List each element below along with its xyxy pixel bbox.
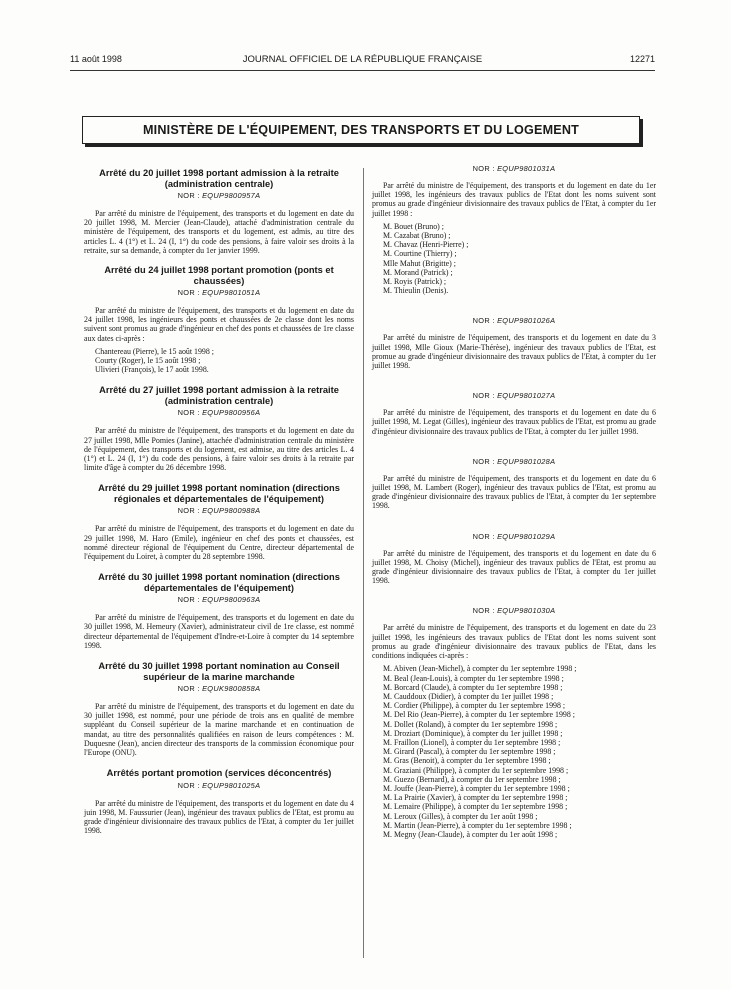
name-list [84, 347, 354, 375]
nor-reference: NOR : EQUP9801028A [472, 456, 556, 466]
list-item: Mlle Mahut (Brigitte) ; [383, 258, 456, 268]
list-item: M. Megny (Jean-Claude), à compter du 1er août 1998 ; [383, 829, 558, 839]
page-number: 12271 [629, 54, 655, 64]
decree-block [84, 168, 354, 255]
ministry-heading: MINISTÈRE DE L'ÉQUIPEMENT, DES TRANSPORTS ET DU LOGEMENT [82, 116, 640, 144]
list-item: M. Cordier (Philippe), à compter du 1er septembre 1998 ; [383, 701, 566, 711]
list-item: Courty (Roger), le 15 août 1998 ; [95, 356, 201, 366]
nor-reference: NOR : EQUP9801051A [177, 288, 261, 298]
list-item: M. Morand (Patrick) ; [383, 267, 453, 277]
decree-text: Par arrêté du ministre de l'équipement, des transports et du logement en date du 27 juillet 1998, Mlle Pomies (Janine), attachée d'administration centrale du ministère de l'équipement, des transports et du logement, est admise, au titre des articles L. 4 (1°) et L. 24 (I, 1°) du code des pensions, à faire valoir ses droits à la retraite par limite d'âge à compter du 26 décembre 1998. [84, 426, 354, 473]
decree-text: Par arrêté du ministre de l'équipement, des transports et du logement en date du 30 juillet 1998, M. Hemeury (Xavier), administrateur civil de 1re classe, est nommé directeur départemental de l'équipement d'Indre-et-Loire à compter du 14 septembre 1998. [84, 613, 354, 650]
list-item: Ulivieri (François), le 17 août 1998. [95, 365, 209, 375]
decree-title: Arrêté du 27 juillet 1998 portant admission à la retraite (administration centrale) [99, 385, 339, 406]
decree-block [84, 768, 354, 835]
decree-title: Arrêté du 30 juillet 1998 portant nomination au Conseil supérieur de la marine marchande [98, 661, 340, 682]
nor-reference: NOR : EQUP9801031A [472, 164, 556, 173]
list-item: M. Dollet (Roland), à compter du 1er septembre 1998 ; [383, 719, 558, 729]
column-divider [363, 168, 364, 958]
list-item: M. Lemaire (Philippe), à compter du 1er septembre 1998 ; [383, 802, 568, 812]
left-column [84, 168, 354, 836]
nor-reference: NOR : EQUP9800957A [177, 191, 261, 200]
list-item: M. Del Rio (Jean-Pierre), à compter du 1er septembre 1998 ; [383, 710, 575, 720]
list-item: M. Leroux (Gilles), à compter du 1er août 1998 ; [383, 811, 538, 821]
list-item: M. Chavaz (Henri-Pierre) ; [383, 240, 469, 250]
decree-text: Par arrêté du ministre de l'équipement, des transports et du logement en date du 6 juillet 1998, M. Choisy (Michel), ingénieur des travaux publics de l'Etat, est promu au grade d'ingénieur divisionnaire des travaux publics de l'Etat, à compter du 1er juillet 1998. [372, 548, 656, 586]
list-item: M. Guezo (Bernard), à compter du 1er septembre 1998 ; [383, 774, 561, 784]
list-item: M. Jouffe (Jean-Pierre), à compter du 1er septembre 1998 ; [383, 783, 570, 793]
decree-title: Arrêté du 20 juillet 1998 portant admission à la retraite (administration centrale) [99, 168, 339, 189]
list-item: M. Beal (Jean-Louis), à compter du 1er septembre 1998 ; [383, 673, 564, 683]
decree-block [84, 572, 354, 650]
decree-title: Arrêté du 30 juillet 1998 portant nomination (directions départementales de l'équipement) [98, 572, 340, 593]
decree-text: Par arrêté du ministre de l'équipement, des transports et du logement en date du 3 juillet 1998, Mlle Gioux (Marie-Thérèse), ingénieur des travaux publics de l'Etat, est promue au grade d'ingénieur divisionnaire des travaux publics de l'Etat, à compter du 1er juillet 1998. [372, 333, 656, 371]
nor-reference: NOR : EQUK9800858A [177, 684, 261, 694]
list-item: M. Martin (Jean-Pierre), à compter du 1er septembre 1998 ; [383, 820, 572, 830]
name-list [372, 222, 656, 296]
decree-block [372, 532, 656, 586]
list-item: Chantereau (Pierre), le 15 août 1998 ; [95, 346, 214, 356]
list-item: M. Courtine (Thierry) ; [383, 249, 457, 259]
decree-block [372, 457, 656, 511]
list-item: M. Girard (Pascal), à compter du 1er septembre 1998 ; [383, 747, 556, 757]
list-item: M. Royis (Patrick) ; [383, 277, 447, 287]
decree-text: Par arrêté du ministre de l'équipement, des transports et du logement en date du 29 juillet 1998, M. Haro (Emile), ingénieur en chef des ponts et chaussées, est nommé directeur régional de l'équipement du Centre, directeur départemental de l'équipement du Loiret, à compter du 28 septembre 1998. [84, 524, 354, 562]
nor-reference: NOR : EQUP9801025A [177, 780, 261, 790]
list-item: M. Abiven (Jean-Michel), à compter du 1er septembre 1998 ; [383, 664, 577, 674]
decree-title: Arrêté du 29 juillet 1998 portant nomination (directions régionales et départementales de l'équipement) [98, 483, 340, 504]
list-item: M. Borcard (Claude), à compter du 1er septembre 1998 ; [383, 682, 563, 692]
decree-title: Arrêté du 24 juillet 1998 portant promotion (ponts et chaussées) [104, 265, 334, 286]
name-list [372, 664, 656, 839]
decree-text: Par arrêté du ministre de l'équipement, des transports et du logement en date du 24 juillet 1998, les ingénieurs des ponts et chaussées de 2e classe dont les noms suivent sont promus au grade d'ingénieur en chef des ponts et chaussées de 1re classe aux dates ci-après : [84, 306, 354, 343]
nor-reference: NOR : EQUP9801026A [472, 316, 556, 326]
decree-block [84, 483, 354, 561]
decree-title: Arrêtés portant promotion (services déconcentrés) [106, 768, 332, 779]
decree-block [84, 385, 354, 472]
list-item: M. Gras (Benoit), à compter du 1er septembre 1998 ; [383, 756, 551, 766]
journal-title: JOURNAL OFFICIEL DE LA RÉPUBLIQUE FRANÇAISE [242, 54, 483, 65]
list-item: M. Droziart (Dominique), à compter du 1er juillet 1998 ; [383, 728, 563, 738]
decree-text: Par arrêté du ministre de l'équipement, des transports et du logement en date du 23 juillet 1998, les ingénieurs des travaux publics de l'Etat dont les noms suivent sont promus au grade d'ingénieur divisionnaire des travaux publics de l'Etat, dans les conditions indiquées ci-après : [372, 623, 656, 661]
header-rule [70, 70, 655, 71]
nor-reference: NOR : EQUP9800963A [177, 595, 261, 605]
nor-reference: NOR : EQUP9800988A [177, 506, 261, 516]
decree-block [372, 316, 656, 370]
nor-reference: NOR : EQUP9800956A [177, 408, 261, 418]
nor-reference: NOR : EQUP9801030A [472, 606, 556, 616]
decree-block [84, 265, 354, 374]
decree-block [84, 661, 354, 757]
decree-text: Par arrêté du ministre de l'équipement, des transports et du logement en date du 20 juillet 1998, M. Mercier (Jean-Claude), attaché d'administration centrale du ministère de l'équipement, des transports et du logement, est admis, au titre des articles L. 4 (1°) et L. 24 (I, 1°) du code des pensions, à faire valoir ses droits à la retraite, sur sa demande, à compter du 1er janvier 1999. [84, 209, 354, 255]
decree-text: Par arrêté du ministre de l'équipement, des transports et du logement en date du 6 juillet 1998, M. Legat (Gilles), ingénieur des travaux publics de l'Etat, est promu au grade d'ingénieur divisionnaire des travaux publics de l'Etat, à compter du 1er juillet 1998. [372, 408, 656, 436]
running-head [70, 54, 655, 68]
list-item: M. Cazabat (Bruno) ; [383, 231, 451, 241]
issue-date: 11 août 1998 [70, 54, 122, 64]
list-item: M. Thieulin (Denis). [383, 286, 449, 296]
list-item: M. Bouet (Bruno) ; [383, 221, 444, 231]
nor-reference: NOR : EQUP9801029A [472, 531, 556, 541]
decree-block [372, 164, 656, 295]
decree-text: Par arrêté du ministre de l'équipement, des transports et du logement en date du 30 juillet 1998, est nommé, pour une période de trois ans en qualité de membre suppléant du Conseil supérieur de la marine marchande et en continuation de mandat, au titre des personnalités qualifiées en raison de leurs compétences : M. Duquesne (Jean), ancien directeur des transports de la commission économique pour l'Europe (ONU). [84, 702, 354, 758]
decree-text: Par arrêté du ministre de l'équipement, des transports et du logement en date du 1er juillet 1998, les ingénieurs des travaux publics de l'Etat dont les noms suivent sont promus au grade d'ingénieur divisionnaire des travaux publics de l'Etat, à compter du 1er juillet 1998 : [372, 181, 656, 218]
list-item: M. La Prairie (Xavier), à compter du 1er septembre 1998 ; [383, 793, 568, 803]
decree-text: Par arrêté du ministre de l'équipement, des transports et du logement en date du 4 juin 1998, M. Faussurier (Jean), ingénieur des travaux publics de l'Etat, est promu au grade d'ingénieur divisionnaire des travaux publics de l'Etat, à compter du 1er juillet 1998. [84, 798, 354, 836]
list-item: M. Fraillon (Lionel), à compter du 1er septembre 1998 ; [383, 737, 561, 747]
right-column [372, 164, 656, 839]
list-item: M. Graziani (Philippe), à compter du 1er septembre 1998 ; [383, 765, 569, 775]
nor-reference: NOR : EQUP9801027A [472, 391, 556, 401]
decree-block [372, 391, 656, 436]
list-item: M. Cauddoux (Didier), à compter du 1er juillet 1998 ; [383, 691, 554, 701]
decree-block [372, 606, 656, 839]
decree-text: Par arrêté du ministre de l'équipement, des transports et du logement en date du 6 juillet 1998, M. Lambert (Roger), ingénieur des travaux publics de l'Etat, est promu au grade d'ingénieur divisionnaire des travaux publics de l'Etat, à compter du 1er septembre 1998. [372, 473, 656, 511]
